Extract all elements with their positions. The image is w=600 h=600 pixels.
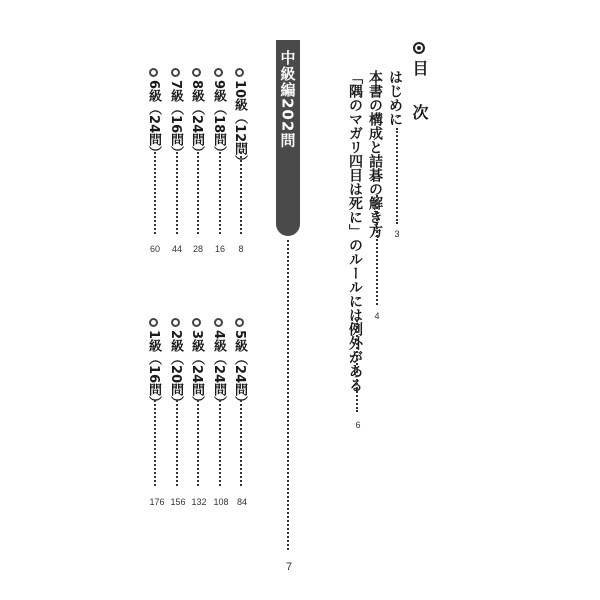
toc-entry-label: 3級（24問） [189, 330, 204, 410]
leader-dots [154, 152, 156, 234]
circle-icon [214, 318, 223, 327]
toc-entry-label: 2級（20問） [168, 330, 183, 410]
toc-entry-label: 10級（12問） [232, 80, 247, 169]
toc-entry-level-3[interactable] [190, 318, 203, 409]
toc-entry-level-9[interactable] [212, 68, 225, 159]
page-number: 176 [149, 497, 165, 507]
circle-icon [235, 68, 244, 77]
toc-entry-structure[interactable] [368, 70, 382, 238]
circle-icon [214, 68, 223, 77]
toc-entry-label: 「隅のマガリ四目は死に」のルールには例外がある [347, 70, 363, 392]
toc-entry-label: はじめに [387, 70, 403, 126]
page-number: 16 [214, 244, 226, 254]
toc-entry-level-6[interactable] [147, 68, 160, 159]
page-number: 6 [355, 420, 361, 430]
circle-icon [235, 318, 244, 327]
toc-entry-intro[interactable] [388, 70, 402, 126]
toc-entry-level-8[interactable] [190, 68, 203, 159]
page-number: 3 [394, 229, 400, 239]
page-number: 156 [170, 497, 186, 507]
toc-entry-level-5[interactable] [233, 318, 246, 409]
leader-dots [396, 128, 398, 224]
toc-entry-level-4[interactable] [212, 318, 225, 409]
toc-entry-level-2[interactable] [169, 318, 182, 409]
section-banner[interactable] [276, 40, 300, 236]
page-number: 4 [374, 311, 380, 321]
page-number: 60 [149, 244, 161, 254]
circle-icon [192, 68, 201, 77]
circle-icon [171, 68, 180, 77]
leader-dots [287, 240, 289, 550]
toc-heading [408, 42, 431, 126]
toc-entry-label: 9級（18問） [211, 80, 226, 160]
page-number: 8 [238, 244, 244, 254]
leader-dots [197, 152, 199, 234]
leader-dots [154, 400, 156, 486]
page-number: 7 [285, 561, 293, 573]
toc-entry-label: 4級（24問） [211, 330, 226, 410]
leader-dots [376, 195, 378, 305]
leader-dots [240, 152, 242, 234]
page-number: 28 [192, 244, 204, 254]
toc-entry-label: 5級（24問） [232, 330, 247, 410]
leader-dots [356, 320, 358, 412]
toc-entry-level-7[interactable] [169, 68, 182, 159]
leader-dots [219, 152, 221, 234]
toc-entry-label: 1級（16問） [146, 330, 161, 410]
leader-dots [219, 400, 221, 486]
circle-icon [171, 318, 180, 327]
toc-entry-label: 7級（16問） [168, 80, 183, 160]
leader-dots [197, 400, 199, 486]
circle-icon [192, 318, 201, 327]
page-number: 44 [171, 244, 183, 254]
circle-icon [149, 68, 158, 77]
leader-dots [176, 152, 178, 234]
bullet-icon [413, 42, 425, 54]
circle-icon [149, 318, 158, 327]
toc-heading-text: 目 次 [410, 60, 429, 126]
page-number: 132 [191, 497, 207, 507]
toc-entry-label: 本書の構成と詰碁の解き方 [367, 70, 383, 238]
page-number: 108 [213, 497, 229, 507]
toc-entry-label: 6級（24問） [146, 80, 161, 160]
toc-entry-rule[interactable] [348, 70, 362, 392]
toc-entry-level-1[interactable] [147, 318, 160, 409]
leader-dots [240, 400, 242, 486]
toc-entry-label: 8級（24問） [189, 80, 204, 160]
page-number: 84 [236, 497, 248, 507]
leader-dots [176, 400, 178, 486]
section-title: 中級編202問 [278, 50, 297, 149]
